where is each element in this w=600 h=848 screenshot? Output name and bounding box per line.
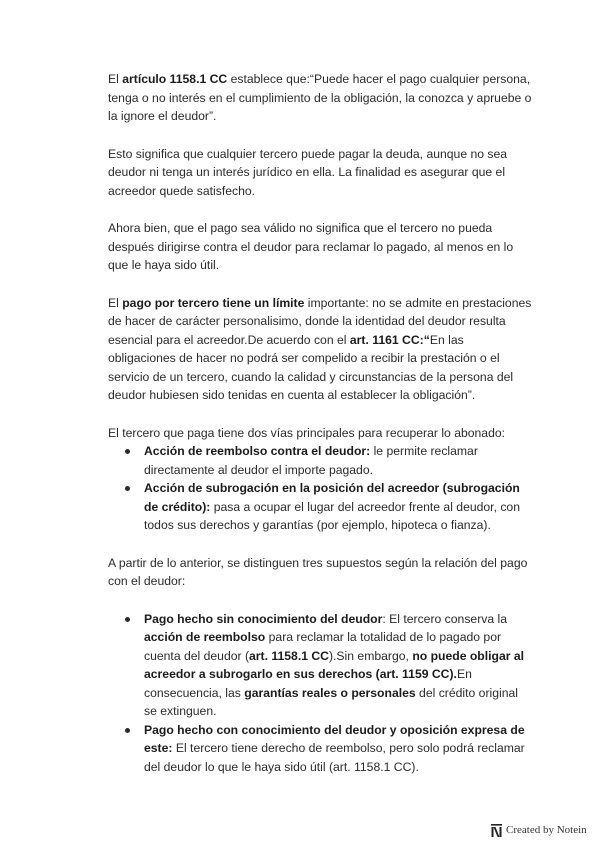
supuestos-list <box>108 610 532 777</box>
paragraph-vias: El tercero que paga tiene dos vías principales para recuperar lo abonado: <box>108 425 506 440</box>
list-item <box>108 479 532 535</box>
bold-text: Pago hecho sin conocimiento del deudor <box>144 611 383 626</box>
paragraph-limite <box>108 294 532 405</box>
text: El <box>108 72 123 86</box>
bold-text: acción de reembolso <box>144 630 266 644</box>
paragraph-articulo-1158 <box>108 70 532 126</box>
bold-text: Acción de subrogación en la posición del acreedor (subrogación de crédito): <box>144 481 520 514</box>
footer-label: Created by Notein <box>506 824 587 836</box>
paragraph-significado: Esto significa que cualquier tercero puede pagar la deuda, aunque no sea deudor ni tenga un interés jurídico en ella. La finalidad es asegurar que el acreedor quede satisfecho. <box>108 146 508 198</box>
text: importante: no se admite en prestaciones de hacer de carácter personalisimo, donde la identidad del deudor resulta esencial para el acreedor.De acuerdo con el <box>108 295 532 347</box>
document-body <box>108 70 532 795</box>
bold-text: art. 1161 CC:“ <box>349 332 430 347</box>
text: El <box>108 295 123 310</box>
text: le permite reclamar directamente al deudor el importe pagado. <box>144 444 478 477</box>
text: En las obligaciones de hacer no podrá ser compelido a recibir la prestación o el servicio de un tercero, cuando la calidad y circunstancias de la persona del deudor hubiesen sido tenidas en cuenta al establecer la obligación”. <box>108 332 514 402</box>
paragraph-reclamacion: Ahora bien, que el pago sea válido no significa que el tercero no pueda después dirigirse contra el deudor para reclamar lo pagado, al menos en lo que le haya sido útil. <box>108 221 514 272</box>
text: del crédito original se extinguen. <box>144 685 518 718</box>
text: establece que:“Puede hacer el pago cualquier persona, tenga o no interés en el cumplimiento de la obligación, la conozca y apruebe o la ignore el deudor”. <box>108 72 532 123</box>
text: pasa a ocupar el lugar del acreedor frente al deudor, con todos sus derechos y garantías (por ejemplo, hipoteca o fianza). <box>144 499 520 532</box>
list-item <box>108 721 532 777</box>
paragraph-supuestos: A partir de lo anterior, se distinguen tres supuestos según la relación del pago con el deudor: <box>108 555 528 588</box>
text: : El tercero conserva la <box>382 611 507 626</box>
text: ).Sin embargo, <box>328 648 413 663</box>
bold-text: Pago hecho con conocimiento del deudor y oposición expresa de este: <box>144 722 525 755</box>
bold-text: garantías reales o personales <box>244 685 416 700</box>
bold-text: artículo 1158.1 CC <box>122 72 228 86</box>
bold-text: pago por tercero tiene un límite <box>122 295 305 310</box>
bold-text: art. 1158.1 CC <box>249 648 329 663</box>
text: El tercero tiene derecho de reembolso, pero solo podrá reclamar del deudor lo que le haya sido útil (art. 1158.1 CC). <box>144 741 525 774</box>
notein-logo-icon <box>491 824 502 837</box>
bold-text: Acción de reembolso contra el deudor: <box>144 444 371 458</box>
footer-credit <box>491 822 587 838</box>
bold-text: no puede obligar al acreedor a subrogarlo en sus derechos (art. 1159 CC). <box>144 648 525 681</box>
text: para reclamar la totalidad de lo pagado por cuenta del deudor ( <box>144 630 502 663</box>
list-item <box>108 442 532 479</box>
list-item <box>108 610 532 721</box>
text: En consecuencia, las <box>144 667 472 700</box>
vias-list <box>108 442 532 535</box>
